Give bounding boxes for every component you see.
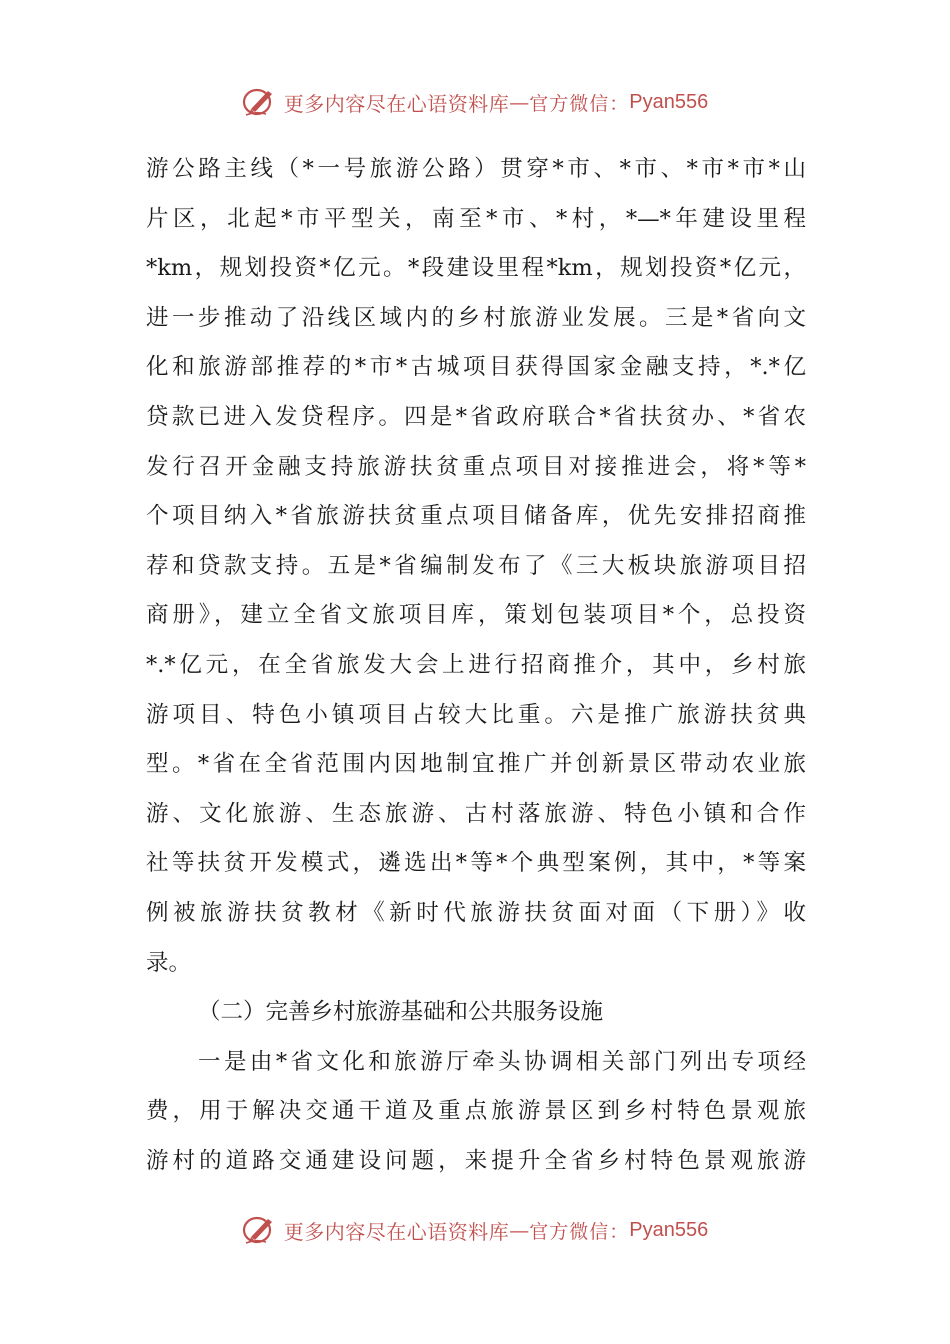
body-line: *km，规划投资*亿元。*段建设里程*km，规划投资*亿元， [146,255,806,282]
body-line: 游、文化旅游、生态旅游、古村落旅游、特色小镇和合作 [146,800,806,827]
footer-watermark-banner [0,1208,950,1252]
section-line: 一是由*省文化和旅游厅牵头协调相关部门列出专项经 [198,1048,806,1075]
body-line: 贷款已进入发贷程序。四是*省政府联合*省扶贫办、*省农 [146,403,806,430]
body-line: 化和旅游部推荐的*市*古城项目获得国家金融支持，*.*亿 [146,354,806,381]
pen-logo-icon [242,1213,278,1247]
body-line: 荐和贷款支持。五是*省编制发布了《三大板块旅游项目招 [146,552,806,579]
banner-wechat-id: Pyan556 [629,1218,709,1241]
body-line: 游项目、特色小镇项目占较大比重。六是推广旅游扶贫典 [146,701,806,728]
body-line: 例被旅游扶贫教材《新时代旅游扶贫面对面（下册）》收 [146,899,806,926]
header-watermark-banner [0,80,950,124]
body-line: 个项目纳入*省旅游扶贫重点项目储备库，优先安排招商推 [146,503,806,530]
section-line: 费，用于解决交通干道及重点旅游景区到乡村特色景观旅 [146,1098,806,1125]
body-line: 进一步推动了沿线区域内的乡村旅游业发展。三是*省向文 [146,304,806,331]
body-line: 商册》，建立全省文旅项目库，策划包装项目*个，总投资 [146,602,806,629]
body-line: 社等扶贫开发模式，遴选出*等*个典型案例，其中，*等案 [146,850,806,877]
banner-label: 官方微信： [529,1220,630,1243]
banner-separator: — [509,1218,530,1242]
pen-logo-icon [242,85,278,119]
body-line: *.*亿元，在全省旅发大会上进行招商推介，其中，乡村旅 [146,651,806,678]
banner-label: 官方微信： [529,92,630,115]
body-line: 游公路主线（*一号旅游公路）贯穿*市、*市、*市*市*山 [146,156,806,182]
section-heading: （二）完善乡村旅游基础和公共服务设施 [198,999,604,1026]
section-line: 游村的道路交通建设问题，来提升全省乡村特色景观旅游 [146,1147,806,1174]
banner-wechat-id: Pyan556 [629,90,709,113]
banner-brand-text: 更多内容尽在心语资料库 [283,1219,510,1244]
banner-brand-text: 更多内容尽在心语资料库 [283,91,510,116]
body-line: 录。 [146,949,192,976]
body-line: 型。*省在全省范围内因地制宜推广并创新景区带动农业旅 [146,751,806,778]
body-line: 发行召开金融支持旅游扶贫重点项目对接推进会，将*等* [146,453,806,480]
document-body [146,145,806,1186]
body-line: 片区，北起*市平型关，南至*市、*村，*—*年建设里程 [146,205,806,232]
banner-separator: — [509,90,530,114]
